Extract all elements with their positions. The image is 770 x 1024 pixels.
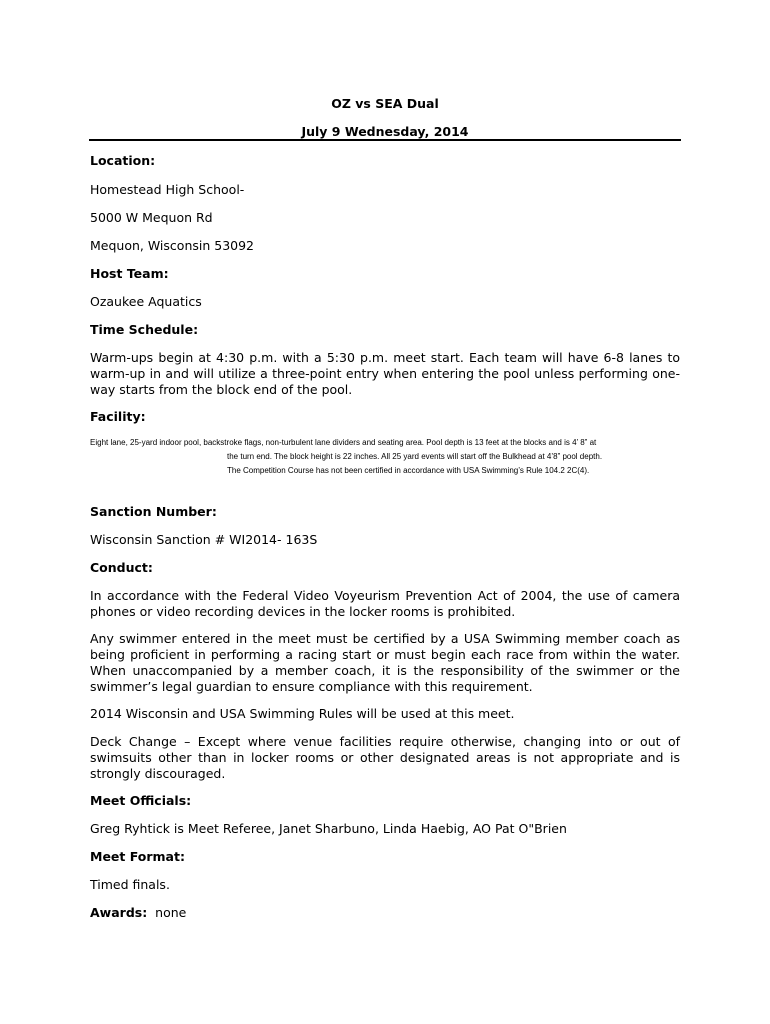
meet-format-heading: Meet Format: (90, 849, 185, 864)
host-team-value: Ozaukee Aquatics (90, 294, 202, 309)
conduct-paragraph-4: Deck Change – Except where venue facilities require otherwise, changing into or out of swimsuits other than in locker rooms or other designated areas is not appropriate and is strongly discouraged. (90, 734, 680, 781)
time-schedule-heading: Time Schedule: (90, 322, 199, 337)
document-title: OZ vs SEA Dual (331, 96, 439, 111)
awards-value: none (155, 905, 187, 920)
meet-format-value: Timed finals. (90, 877, 170, 892)
conduct-paragraph-1: In accordance with the Federal Video Voyeurism Prevention Act of 2004, the use of camera phones or video recording devices in the locker rooms is prohibited. (90, 588, 680, 619)
title-divider (89, 139, 681, 141)
facility-line-2: the turn end. The block height is 22 inches. All 25 yard events will start off the Bulkhead at 4’8” pool depth. (227, 452, 603, 461)
location-heading: Location: (90, 153, 156, 168)
facility-heading: Facility: (90, 409, 146, 424)
meet-officials-heading: Meet Officials: (90, 793, 192, 808)
awards-line (90, 905, 680, 921)
facility-line-3: The Competition Course has not been certified in accordance with USA Swimming’s Rule 104.2 2C(4). (227, 466, 590, 475)
time-schedule-text: Warm-ups begin at 4:30 p.m. with a 5:30 p.m. meet start. Each team will have 6-8 lanes to warm-up in and will utilize a three-point entry when entering the pool unless performing one-way starts from the block end of the pool. (90, 350, 680, 397)
conduct-heading: Conduct: (90, 560, 153, 575)
meet-date: July 9 Wednesday, 2014 (301, 124, 469, 139)
sanction-heading: Sanction Number: (90, 504, 217, 519)
awards-heading: Awards: (90, 905, 148, 920)
host-team-heading: Host Team: (90, 266, 169, 281)
facility-line-1: Eight lane, 25-yard indoor pool, backstroke flags, non-turbulent lane dividers and seating area. Pool depth is 13 feet at the blocks and is 4’ 8” at (90, 438, 597, 447)
location-line-1: Homestead High School- (90, 182, 245, 197)
conduct-paragraph-2: Any swimmer entered in the meet must be certified by a USA Swimming member coach as being proficient in performing a racing start or must begin each race from within the water. When unaccompanied by a member coach, it is the responsibility of the swimmer or the swimmer’s legal guardian to ensure compliance with this requirement. (90, 631, 680, 694)
meet-officials-value: Greg Ryhtick is Meet Referee, Janet Sharbuno, Linda Haebig, AO Pat O"Brien (90, 821, 567, 836)
location-line-2: 5000 W Mequon Rd (90, 210, 213, 225)
location-line-3: Mequon, Wisconsin 53092 (90, 238, 255, 253)
sanction-value: Wisconsin Sanction # WI2014- 163S (90, 532, 318, 547)
conduct-paragraph-3: 2014 Wisconsin and USA Swimming Rules will be used at this meet. (90, 706, 515, 721)
